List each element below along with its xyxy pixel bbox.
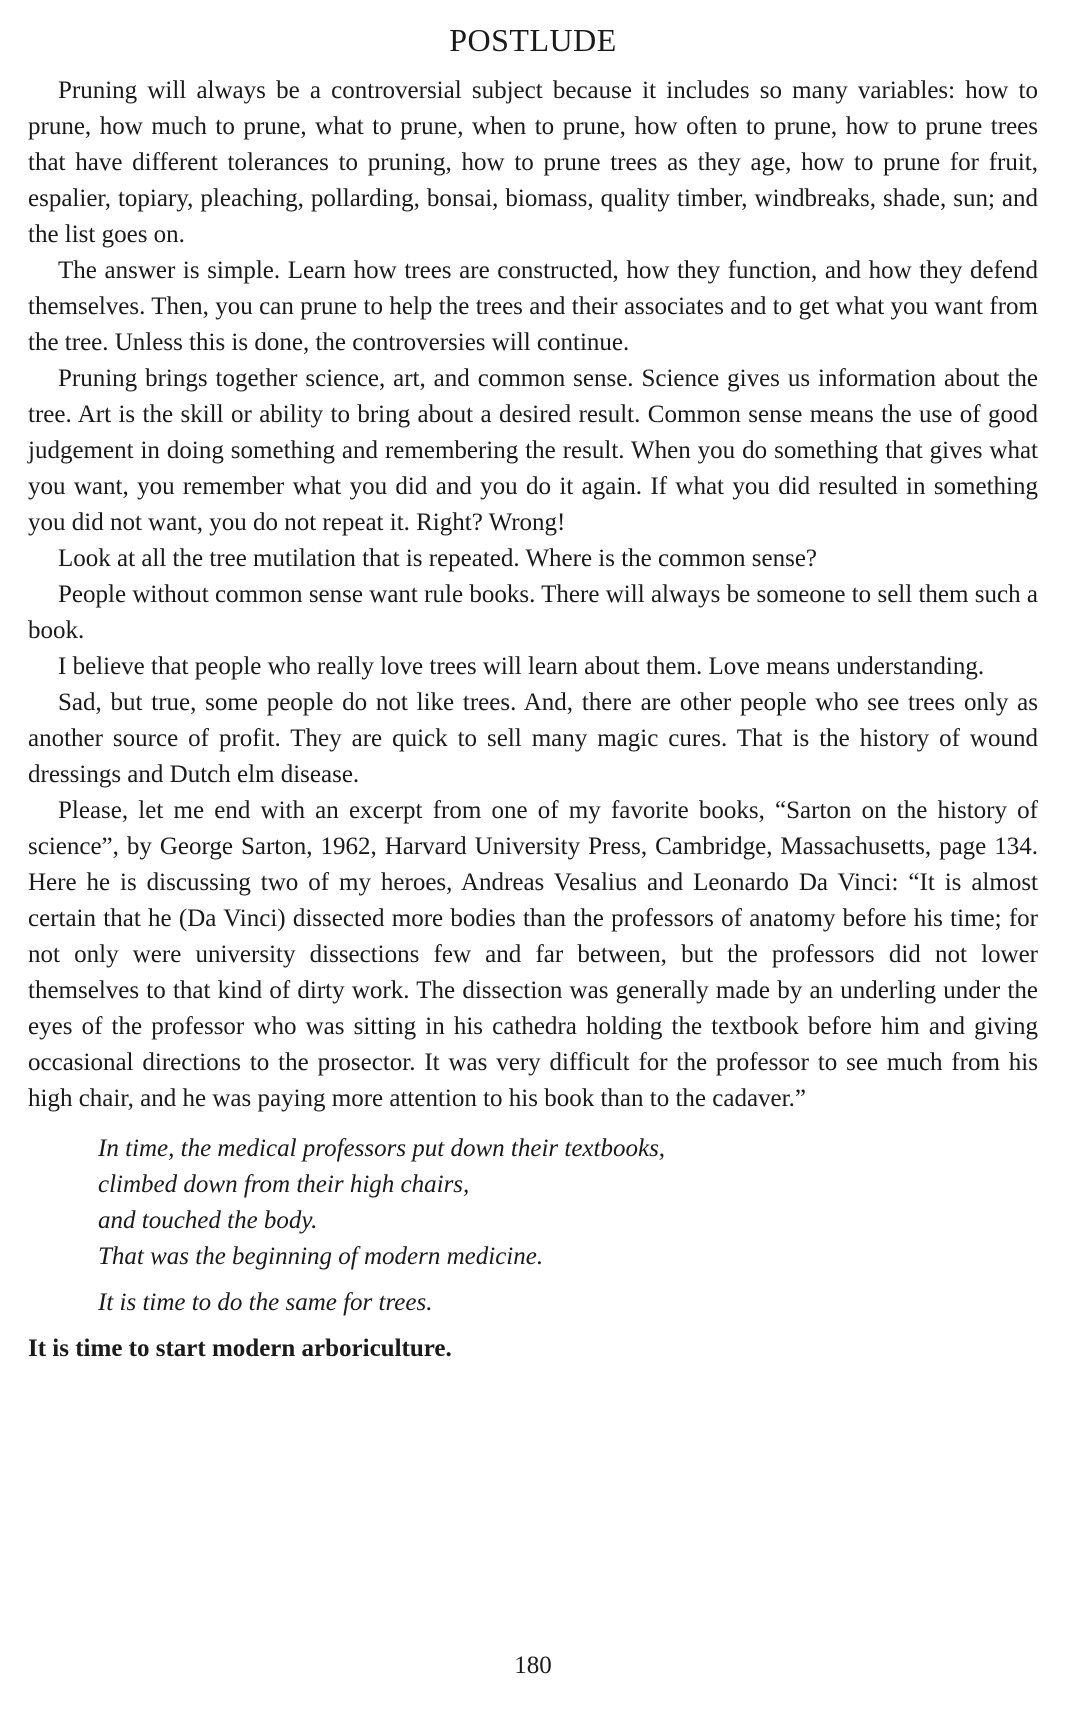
paragraph: Sad, but true, some people do not like trees. And, there are other people who see trees only as another source of profit. They are quick to sell many magic cures. That is the history of wound dressings and Dutch elm disease. bbox=[28, 689, 1038, 788]
paragraph: Pruning brings together science, art, and common sense. Science gives us information about the tree. Art is the skill or ability to bring about a desired result. Common sense means the use of good judgement in doing something and remembering the result. When you do something that gives what you want, you remember what you did and you do it again. If what you did resulted in something you did not want, you do not repeat it. Right? Wrong! bbox=[28, 365, 1038, 536]
page-title: POSTLUDE bbox=[449, 22, 617, 58]
paragraph: Pruning will always be a controversial subject because it includes so many variables: how to prune, how much to prune, what to prune, when to prune, how often to prune, how to prune trees that have different tolerances to pruning, how to prune trees as they age, how to prune for fruit, espalier, topiary, pleaching, pollarding, bonsai, biomass, quality timber, windbreaks, shade, sun; and the list goes on. bbox=[28, 77, 1038, 248]
body-text bbox=[28, 73, 1038, 1117]
paragraph: The answer is simple. Learn how trees are constructed, how they function, and how they defend themselves. Then, you can prune to help the trees and their associates and to get what you want from the tree. Unless this is done, the controversies will continue. bbox=[28, 257, 1038, 356]
paragraph: Please, let me end with an excerpt from one of my favorite books, “Sarton on the history of science”, by George Sarton, 1962, Harvard University Press, Cambridge, Massachusetts, page 134. Here he is discussing two of my heroes, Andreas Vesalius and Leonardo Da Vinci: “It is almost certain that he (Da Vinci) dissected more bodies than the professors of anatomy before his time; for not only were university dissections few and far between, but the professors did not lower themselves to that kind of dirty work. The dissection was generally made by an underling under the eyes of the professor who was sitting in his cathedra holding the textbook before him and giving occasional directions to the prosector. It was very difficult for the professor to see much from his high chair, and he was paying more attention to his book than to the cadaver.” bbox=[28, 797, 1038, 1112]
verse-line: That was the beginning of modern medicine. bbox=[98, 1243, 544, 1270]
paragraph: People without common sense want rule books. There will always be someone to sell them such a book. bbox=[28, 581, 1038, 644]
closing-statement: It is time to start modern arboriculture. bbox=[28, 1335, 452, 1362]
verse-line: and touched the body. bbox=[98, 1207, 318, 1234]
verse-block bbox=[98, 1131, 1038, 1321]
verse-line: It is time to do the same for trees. bbox=[98, 1289, 433, 1316]
paragraph: Look at all the tree mutilation that is repeated. Where is the common sense? bbox=[58, 545, 818, 572]
verse-line: In time, the medical professors put down their textbooks, bbox=[98, 1135, 666, 1162]
verse-line: climbed down from their high chairs, bbox=[98, 1171, 470, 1198]
document-page bbox=[28, 0, 1038, 1710]
page-number: 180 bbox=[514, 1652, 552, 1679]
paragraph: I believe that people who really love trees will learn about them. Love means understanding. bbox=[58, 653, 985, 680]
